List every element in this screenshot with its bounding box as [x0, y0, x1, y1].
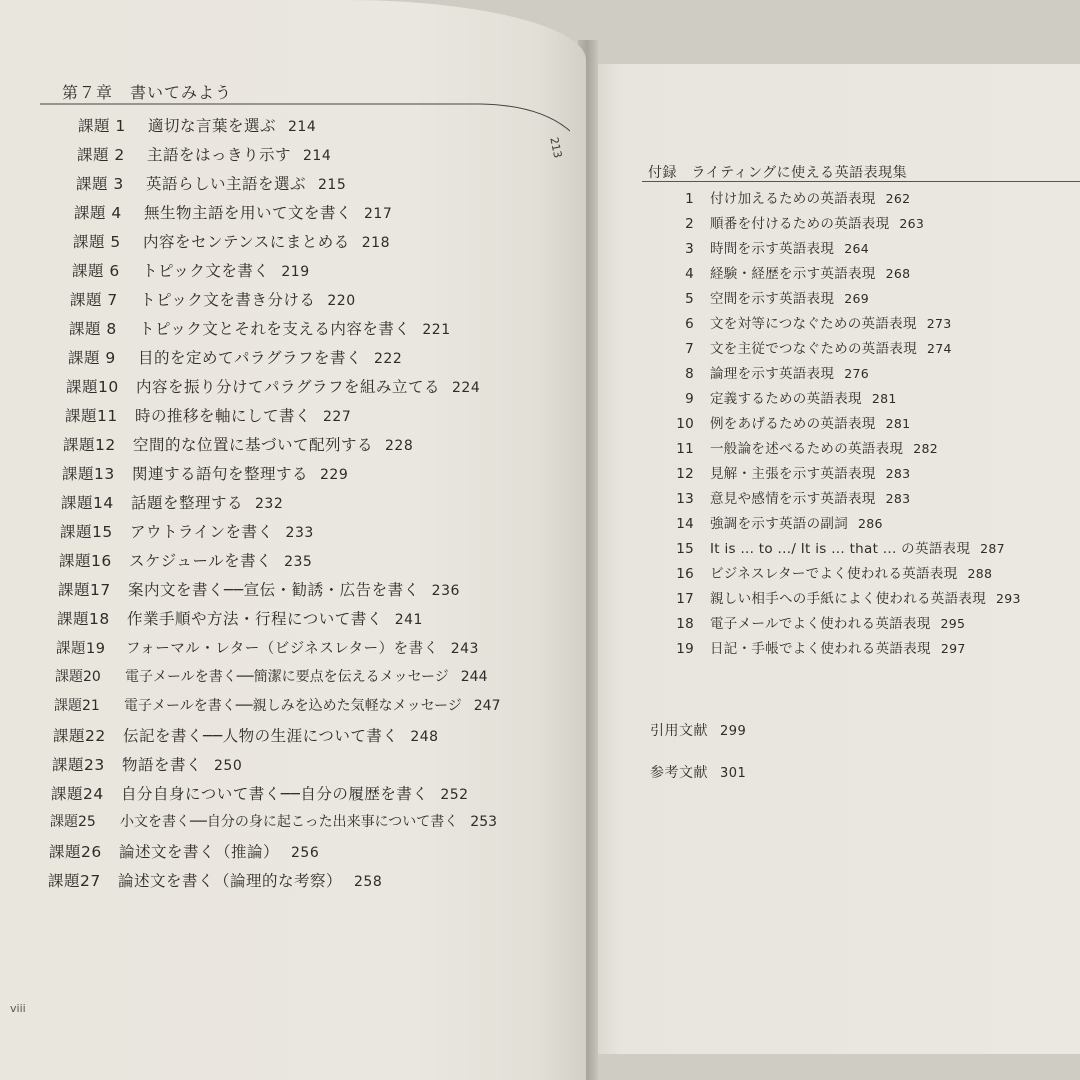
appendix-item-title: 定義するための英語表現 — [710, 391, 862, 407]
toc-entry-title: 内容を振り分けてパラグラフを組み立てる — [136, 378, 441, 396]
toc-entry — [49, 840, 319, 862]
toc-entry-label: 課題22 — [53, 727, 106, 745]
appendix-item-number: 7 — [685, 341, 694, 357]
toc-entry — [52, 753, 242, 775]
toc-entry-label: 課題11 — [65, 407, 118, 425]
appendix-item-number: 15 — [676, 541, 694, 557]
toc-entry-page: 250 — [214, 758, 243, 774]
toc-entry-label: 課題20 — [55, 669, 101, 685]
toc-entry-page: 219 — [281, 264, 310, 280]
appendix-item — [664, 462, 910, 482]
toc-entry-label: 課題15 — [60, 523, 113, 541]
toc-entry — [54, 695, 500, 715]
toc-entry — [69, 317, 451, 339]
appendix-item-title: 文を主従でつなぐための英語表現 — [710, 341, 917, 357]
toc-entry — [51, 782, 469, 804]
appendix-item-number: 17 — [676, 591, 694, 607]
appendix-item — [664, 612, 965, 632]
appendix-item-title: 一般論を述べるための英語表現 — [710, 441, 904, 457]
appendix-item — [664, 637, 966, 657]
appendix-item — [664, 237, 869, 257]
appendix-item-title: 論理を示す英語表現 — [710, 366, 835, 382]
reference-item-bibliography — [650, 762, 746, 782]
appendix-item — [664, 437, 938, 457]
appendix-item-title: 見解・主張を示す英語表現 — [710, 466, 876, 482]
appendix-item-page: 286 — [858, 516, 883, 531]
reference-page: 301 — [720, 766, 747, 781]
toc-entry-label: 課題14 — [61, 494, 114, 512]
appendix-item-number: 16 — [676, 566, 694, 582]
appendix-item-title: 電子メールでよく使われる英語表現 — [710, 616, 931, 632]
toc-entry-page: 235 — [284, 554, 313, 570]
toc-entry-label: 課題 8 — [69, 320, 117, 338]
toc-entry-page: 241 — [394, 612, 423, 628]
toc-entry-title: 作業手順や方法・行程について書く — [127, 610, 383, 628]
toc-entry-title: 小文を書く──自分の身に起こった出来事について書く — [120, 814, 459, 830]
toc-entry-title: 時の推移を軸にして書く — [135, 407, 312, 425]
toc-entry-page: 253 — [470, 814, 498, 830]
toc-entry-label: 課題 7 — [70, 291, 118, 309]
toc-entry — [70, 288, 356, 310]
appendix-item-number: 12 — [676, 466, 694, 482]
toc-entry-label: 課題27 — [48, 872, 101, 890]
toc-entry — [76, 172, 346, 194]
toc-entry-page: 221 — [422, 322, 451, 338]
appendix-item-number: 3 — [685, 241, 694, 257]
toc-entry — [63, 433, 413, 455]
toc-entry-page: 229 — [320, 467, 349, 483]
appendix-item — [664, 362, 869, 382]
toc-entry-page: 227 — [323, 409, 352, 425]
toc-entry-label: 課題 5 — [73, 233, 121, 251]
appendix-item-title: 親しい相手への手紙によく使われる英語表現 — [710, 591, 986, 607]
appendix-item-number: 13 — [676, 491, 694, 507]
appendix-item-title: 時間を示す英語表現 — [710, 241, 835, 257]
toc-entry-page: 214 — [288, 119, 317, 135]
toc-entry-title: トピック文を書き分ける — [140, 291, 316, 309]
appendix-item-title: 意見や感情を示す英語表現 — [710, 491, 876, 507]
page-number: viii — [10, 1002, 26, 1015]
appendix-item-page: 287 — [980, 541, 1005, 556]
appendix-item — [664, 312, 952, 332]
appendix-item-number: 8 — [685, 366, 694, 382]
toc-entry-title: トピック文とそれを支える内容を書く — [139, 320, 411, 338]
appendix-item-number: 10 — [676, 416, 694, 432]
toc-entry-label: 課題18 — [57, 610, 110, 628]
appendix-item-title: 経験・経歴を示す英語表現 — [710, 266, 876, 282]
appendix-item — [664, 562, 992, 582]
toc-entry — [65, 404, 351, 426]
right-page — [592, 64, 1080, 1054]
appendix-item — [664, 262, 910, 282]
appendix-item-number: 1 — [685, 191, 694, 207]
appendix-item-page: 293 — [996, 591, 1021, 606]
toc-entry-label: 課題 9 — [68, 349, 116, 367]
appendix-rule — [642, 181, 1080, 182]
appendix-item-page: 283 — [885, 466, 911, 481]
toc-entry-title: 英語らしい主語を選ぶ — [146, 175, 307, 193]
appendix-item-title: 空間を示す英語表現 — [710, 291, 835, 307]
toc-entry-label: 課題 3 — [76, 175, 124, 193]
toc-entry-title: アウトラインを書く — [130, 523, 274, 541]
toc-entry — [53, 724, 439, 746]
toc-entry — [56, 637, 479, 658]
toc-entry-label: 課題16 — [59, 552, 112, 570]
toc-entry-title: 話題を整理する — [131, 494, 244, 512]
toc-entry-page: 214 — [303, 148, 332, 164]
appendix-item-title: 付け加えるための英語表現 — [710, 191, 876, 207]
appendix-item-page: 269 — [844, 291, 869, 306]
toc-entry-label: 課題17 — [58, 581, 111, 599]
appendix-item-title: 例をあげるための英語表現 — [710, 416, 876, 432]
toc-entry — [59, 549, 312, 571]
toc-entry-label: 課題21 — [54, 698, 100, 714]
appendix-item-page: 283 — [885, 491, 911, 506]
page-stamp: 213 — [547, 136, 565, 160]
appendix-item-title: 文を対等につなぐための英語表現 — [710, 316, 917, 332]
appendix-item — [664, 512, 883, 532]
toc-entry-page: 220 — [327, 293, 356, 309]
toc-entry-title: トピック文を書く — [142, 262, 270, 280]
toc-entry-page: 224 — [452, 380, 481, 396]
appendix-item-number: 19 — [676, 641, 694, 657]
toc-entry-page: 247 — [473, 698, 501, 714]
toc-entry-title: 物語を書く — [122, 756, 203, 774]
toc-entry-label: 課題 6 — [72, 262, 120, 280]
appendix-item-title: 日記・手帳でよく使われる英語表現 — [710, 641, 931, 657]
toc-entry — [77, 143, 331, 165]
appendix-item-number: 4 — [685, 266, 694, 282]
toc-entry-title: 主語をはっきり示す — [147, 146, 292, 164]
appendix-item-title: 強調を示す英語の副詞 — [710, 516, 848, 532]
reference-title: 参考文献 — [650, 765, 708, 781]
toc-entry-label: 課題23 — [52, 756, 105, 774]
toc-entry-label: 課題 1 — [78, 117, 126, 135]
toc-entry-page: 232 — [255, 496, 284, 512]
toc-entry — [73, 230, 390, 252]
toc-entry-page: 258 — [354, 874, 383, 890]
reference-page: 299 — [720, 724, 747, 739]
appendix-item-number: 6 — [685, 316, 694, 332]
toc-entry — [50, 811, 497, 831]
appendix-item-title: 順番を付けるための英語表現 — [710, 216, 890, 232]
toc-entry-page: 243 — [450, 641, 479, 657]
appendix-item-page: 264 — [844, 241, 869, 256]
toc-entry — [78, 114, 316, 136]
toc-entry-page: 252 — [440, 787, 469, 803]
appendix-item — [664, 337, 952, 357]
appendix-item-page: 288 — [967, 566, 993, 581]
toc-entry-title: スケジュールを書く — [129, 552, 273, 570]
appendix-item-number: 9 — [685, 391, 694, 407]
toc-entry — [62, 462, 348, 484]
toc-entry — [61, 491, 283, 513]
toc-entry-page: 218 — [361, 235, 390, 251]
appendix-item-title: It is ... to .../ It is ... that ... の英語表現 — [710, 541, 971, 557]
toc-entry-page: 233 — [285, 525, 314, 541]
appendix-item-page: 281 — [871, 391, 897, 406]
appendix-item — [664, 187, 910, 207]
toc-entry — [66, 375, 480, 397]
toc-entry-title: 伝記を書く──人物の生涯について書く — [123, 727, 399, 745]
toc-entry-title: 論述文を書く（論理的な考察） — [118, 872, 343, 890]
toc-entry-page: 244 — [460, 669, 488, 685]
toc-entry-label: 課題19 — [56, 641, 106, 657]
appendix-item-page: 268 — [885, 266, 911, 281]
appendix-item-title: ビジネスレターでよく使われる英語表現 — [710, 566, 958, 582]
toc-entry-label: 課題10 — [66, 378, 119, 396]
toc-entry — [48, 869, 382, 891]
appendix-item-page: 281 — [885, 416, 911, 431]
toc-entry-label: 課題13 — [62, 465, 115, 483]
appendix-item-page: 276 — [844, 366, 869, 381]
appendix-item-number: 5 — [685, 291, 694, 307]
appendix-item — [664, 287, 869, 307]
reference-title: 引用文献 — [650, 723, 708, 739]
toc-entry-label: 課題 4 — [74, 204, 122, 222]
appendix-item — [664, 587, 1021, 607]
appendix-item-page: 282 — [913, 441, 938, 456]
toc-entry-title: 電子メールを書く──簡潔に要点を伝えるメッセージ — [125, 669, 449, 685]
toc-entry-title: 内容をセンテンスにまとめる — [143, 233, 350, 251]
appendix-item — [664, 412, 910, 432]
toc-entry-page: 217 — [364, 206, 393, 222]
toc-entry-label: 課題12 — [63, 436, 116, 454]
toc-entry-page: 222 — [374, 351, 403, 367]
appendix-item — [664, 487, 910, 507]
chapter-title: 第７章 書いてみよう — [62, 83, 233, 102]
toc-entry — [74, 201, 392, 223]
toc-entry-page: 248 — [410, 729, 439, 745]
appendix-title: 付録 ライティングに使える英語表現集 — [648, 165, 908, 181]
toc-entry — [68, 346, 402, 368]
toc-entry — [57, 607, 423, 629]
toc-entry-title: 無生物主語を用いて文を書く — [144, 204, 353, 222]
appendix-item-number: 11 — [676, 441, 694, 457]
toc-entry-page: 215 — [318, 177, 347, 193]
appendix-item-page: 273 — [926, 316, 952, 331]
appendix-item-page: 263 — [899, 216, 925, 231]
toc-entry-title: 関連する語句を整理する — [132, 465, 309, 483]
toc-entry-title: 案内文を書く──宣伝・勧誘・広告を書く — [128, 581, 420, 599]
toc-entry — [55, 666, 487, 686]
toc-entry-page: 256 — [291, 845, 320, 861]
appendix-item-number: 2 — [685, 216, 694, 232]
toc-entry-title: 自分自身について書く──自分の履歴を書く — [121, 785, 429, 803]
toc-entry — [60, 520, 314, 542]
appendix-item-number: 14 — [676, 516, 694, 532]
toc-entry — [58, 578, 460, 600]
appendix-item-page: 295 — [940, 616, 966, 631]
appendix-item-page: 297 — [940, 641, 966, 656]
toc-entry-title: フォーマル・レター（ビジネスレター）を書く — [126, 641, 439, 657]
toc-entry-title: 目的を定めてパラグラフを書く — [138, 349, 363, 367]
toc-entry-title: 適切な言葉を選ぶ — [148, 117, 277, 135]
toc-entry-title: 電子メールを書く──親しみを込めた気軽なメッセージ — [124, 698, 462, 714]
toc-entry-page: 236 — [431, 583, 460, 599]
appendix-item-page: 274 — [927, 341, 952, 356]
appendix-item — [664, 212, 924, 232]
appendix-item-number: 18 — [676, 616, 694, 632]
toc-entry-title: 空間的な位置に基づいて配列する — [133, 436, 374, 454]
toc-entry-title: 論述文を書く（推論） — [119, 843, 280, 861]
appendix-item-page: 262 — [885, 191, 911, 206]
toc-entry-label: 課題26 — [49, 843, 102, 861]
toc-entry-label: 課題24 — [51, 785, 104, 803]
toc-entry-label: 課題 2 — [77, 146, 125, 164]
toc-entry-page: 228 — [385, 438, 414, 454]
appendix-item — [664, 537, 1005, 557]
appendix-item — [664, 387, 897, 407]
toc-entry-label: 課題25 — [50, 814, 96, 830]
toc-entry — [72, 259, 310, 281]
reference-item-cited — [650, 720, 746, 740]
